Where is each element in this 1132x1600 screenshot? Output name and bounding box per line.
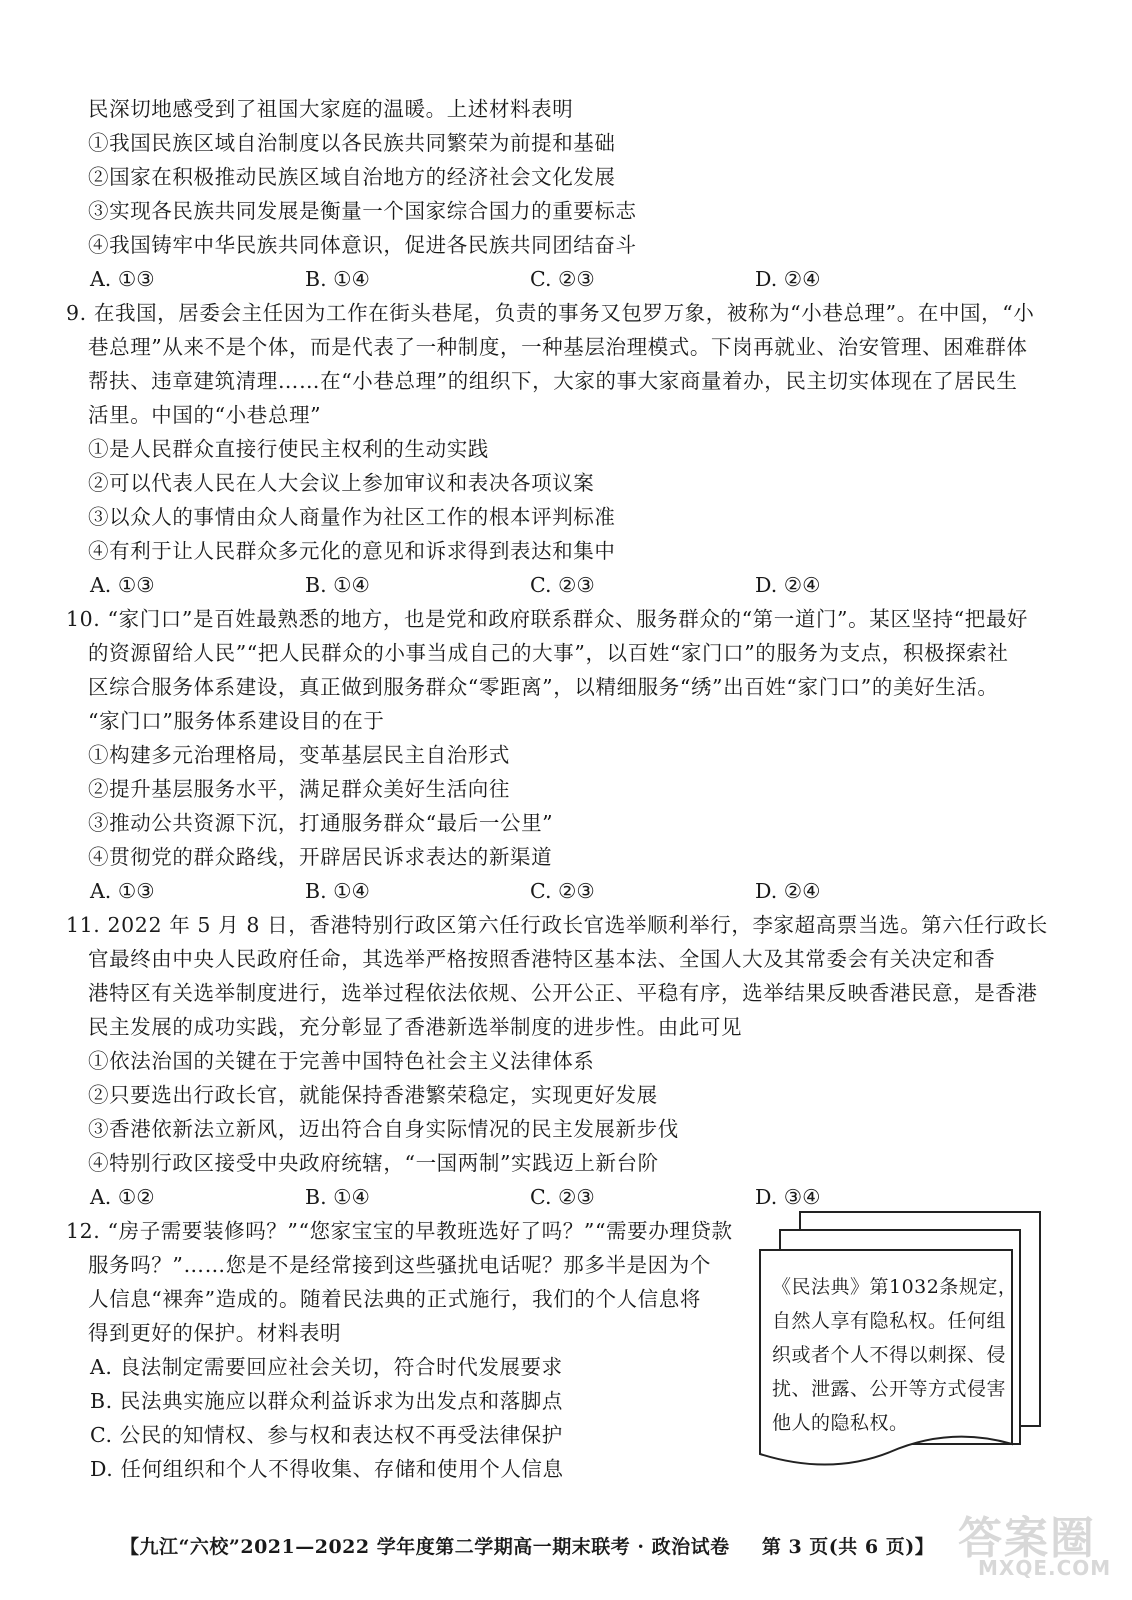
- q9-stem-line: 巷总理”从来不是个体，而是代表了一种制度，一种基层治理模式。下岗再就业、治安管理、困难群体: [88, 335, 1028, 359]
- q9-item-3: ③以众人的事情由众人商量作为社区工作的根本评判标准: [88, 505, 616, 529]
- q11-stem-line: 港特区有关选举制度进行，选举过程依法依规、公开公正、平稳有序，选举结果反映香港民意，是香港: [88, 981, 1038, 1005]
- exam-title: 【九江“六校”2021—2022 学年度第二学期高一期末联考 · 政治试卷: [120, 1536, 730, 1558]
- q10-item-4: ④贯彻党的群众路线，开辟居民诉求表达的新渠道: [88, 845, 553, 869]
- q10-item-3: ③推动公共资源下沉，打通服务群众“最后一公里”: [88, 811, 554, 835]
- q9-stem-line: 活里。中国的“小巷总理”: [88, 403, 322, 427]
- q8-option-d: D. ②④: [755, 267, 821, 291]
- q12-stem-line: 得到更好的保护。材料表明: [88, 1321, 342, 1345]
- q10-stem-line: 10. “家门口”是百姓最熟悉的地方，也是党和政府联系群众、服务群众的“第一道门”。某区坚持“把最好: [66, 607, 1029, 631]
- box-line: 他人的隐私权。: [772, 1412, 909, 1434]
- q11-item-3: ③香港依新法立新风，迈出符合自身实际情况的民主发展新步伐: [88, 1117, 679, 1141]
- q9-item-1: ①是人民群众直接行使民主权利的生动实践: [88, 437, 489, 461]
- box-line: 织或者个人不得以刺探、侵: [772, 1344, 1007, 1366]
- q11-item-2: ②只要选出行政长官，就能保持香港繁荣稳定，实现更好发展: [88, 1083, 658, 1107]
- q10-option-b: B. ①④: [305, 879, 370, 903]
- q12-stem-line: 人信息“裸奔”造成的。随着民法典的正式施行，我们的个人信息将: [88, 1287, 701, 1311]
- q8-item-1: ①我国民族区域自治制度以各民族共同繁荣为前提和基础: [88, 131, 616, 155]
- q9-option-a: A. ①③: [90, 573, 155, 597]
- q11-option-a: A. ①②: [90, 1185, 155, 1209]
- q9-item-4: ④有利于让人民群众多元化的意见和诉求得到表达和集中: [88, 539, 616, 563]
- q10-stem-line: 区综合服务体系建设，真正做到服务群众“零距离”，以精细服务“绣”出百姓“家门口”的美好生活。: [88, 675, 999, 699]
- box-line: 扰、泄露、公开等方式侵害: [772, 1378, 1007, 1400]
- q11-item-1: ①依法治国的关键在于完善中国特色社会主义法律体系: [88, 1049, 595, 1073]
- q8-item-2: ②国家在积极推动民族区域自治地方的经济社会文化发展: [88, 165, 616, 189]
- watermark-logo: 答案圈: [958, 1513, 1096, 1564]
- q10-item-1: ①构建多元治理格局，变革基层民主自治形式: [88, 743, 510, 767]
- q8-option-a: A. ①③: [90, 267, 155, 291]
- q10-option-c: C. ②③: [530, 879, 595, 903]
- q12-stem-line: 12. “房子需要装修吗？”“您家宝宝的早教班选好了吗？”“需要办理贷款: [66, 1219, 733, 1243]
- q10-item-2: ②提升基层服务水平，满足群众美好生活向往: [88, 777, 510, 801]
- q11-item-4: ④特别行政区接受中央政府统辖，“一国两制”实践迈上新台阶: [88, 1151, 659, 1175]
- q11-option-b: B. ①④: [305, 1185, 370, 1209]
- q12-option-d: D. 任何组织和个人不得收集、存储和使用个人信息: [90, 1457, 564, 1481]
- box-line: 自然人享有隐私权。任何组: [772, 1310, 1007, 1332]
- q10-stem-line: “家门口”服务体系建设目的在于: [88, 709, 385, 733]
- q11-stem-line: 官最终由中央人民政府任命，其选举严格按照香港特区基本法、全国人大及其常委会有关决定和香: [88, 947, 996, 971]
- q10-option-a: A. ①③: [90, 879, 155, 903]
- q11-option-d: D. ③④: [755, 1185, 821, 1209]
- q10-stem-line: 的资源留给人民”“把人民群众的小事当成自己的大事”，以百姓“家门口”的服务为支点，积极探索社: [88, 641, 1009, 665]
- q9-item-2: ②可以代表人民在人大会议上参加审议和表决各项议案: [88, 471, 595, 495]
- q8-option-b: B. ①④: [305, 267, 370, 291]
- q8-option-c: C. ②③: [530, 267, 595, 291]
- q9-stem-line: 9. 在我国，居委会主任因为工作在街头巷尾，负责的事务又包罗万象，被称为“小巷总理”。在中国，“小: [66, 301, 1035, 325]
- q9-option-c: C. ②③: [530, 573, 595, 597]
- q9-option-b: B. ①④: [305, 573, 370, 597]
- q11-stem-line: 民主发展的成功实践，充分彰显了香港新选举制度的进步性。由此可见: [88, 1015, 743, 1039]
- q10-option-d: D. ②④: [755, 879, 821, 903]
- q8-item-4: ④我国铸牢中华民族共同体意识，促进各民族共同团结奋斗: [88, 233, 637, 257]
- page-footer: [120, 1532, 934, 1559]
- box-line: 《民法典》第1032条规定，: [772, 1276, 1018, 1298]
- q8-stem: 民深切地感受到了祖国大家庭的温暖。上述材料表明: [88, 97, 574, 121]
- q8-item-3: ③实现各民族共同发展是衡量一个国家综合国力的重要标志: [88, 199, 637, 223]
- q12-option-a: A. 良法制定需要回应社会关切，符合时代发展要求: [90, 1355, 563, 1379]
- q11-stem-line: 11. 2022 年 5 月 8 日，香港特别行政区第六任行政长官选举顺利举行，李家超高票当选。第六任行政长: [66, 913, 1048, 937]
- q9-stem-line: 帮扶、违章建筑清理……在“小巷总理”的组织下，大家的事大家商量着办，民主切实体现在了居民生: [88, 369, 1018, 393]
- q12-option-b: B. 民法典实施应以群众利益诉求为出发点和落脚点: [90, 1389, 563, 1413]
- q9-option-d: D. ②④: [755, 573, 821, 597]
- q11-option-c: C. ②③: [530, 1185, 595, 1209]
- page-number: 第 3 页(共 6 页)】: [761, 1536, 935, 1558]
- q12-option-c: C. 公民的知情权、参与权和表达权不再受法律保护: [90, 1423, 563, 1447]
- q12-stem-line: 服务吗？”……您是不是经常接到这些骚扰电话呢？那多半是因为个: [88, 1253, 711, 1277]
- watermark-url: MXQE.COM: [978, 1556, 1112, 1580]
